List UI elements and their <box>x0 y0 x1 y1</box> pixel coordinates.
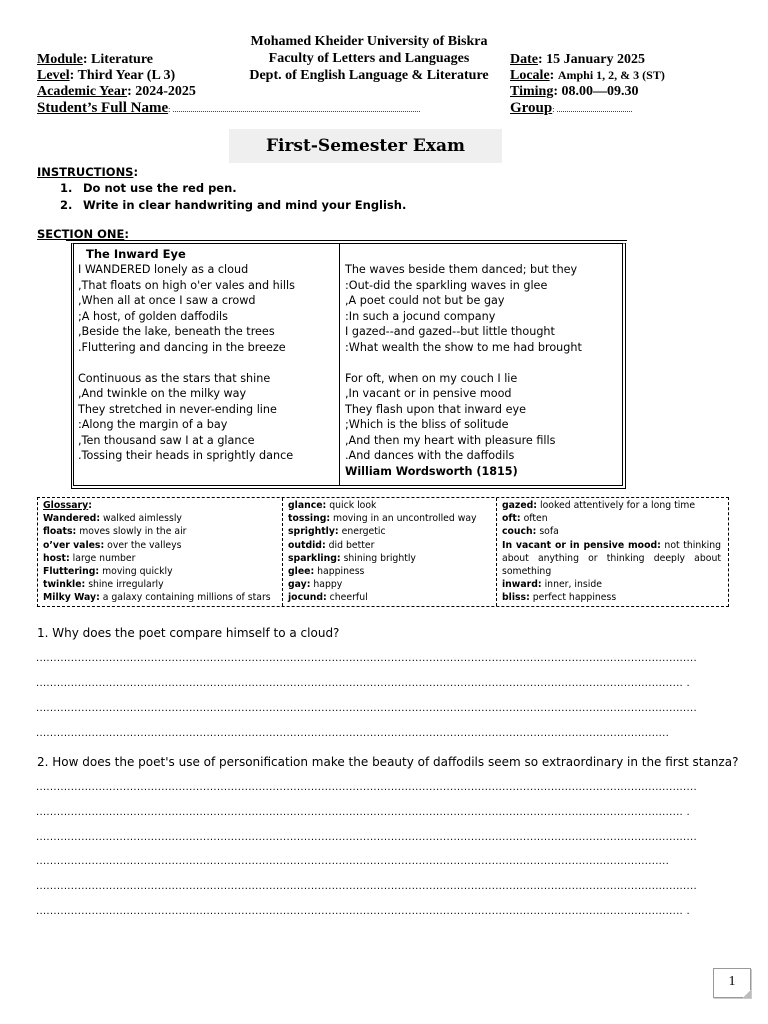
poem-stanza-gap <box>78 355 295 371</box>
page-number: 1 <box>728 974 736 989</box>
glossary-term: In vacant or in pensive mood: <box>502 539 661 551</box>
glossary-term: glance: <box>288 500 327 511</box>
glossary-term: Fluttering: <box>43 566 100 578</box>
poem-line: For oft, when on my couch I lie <box>345 371 518 385</box>
glossary-entry <box>43 552 277 565</box>
glossary-definition: often <box>520 513 548 525</box>
glossary-entry <box>288 499 491 512</box>
glossary-entry <box>43 525 277 538</box>
glossary-entry <box>43 578 277 591</box>
answer-line[interactable]: .......................................................................................................................................................................................... . <box>36 906 690 917</box>
timing-line <box>510 83 638 100</box>
poem-line: ,A poet could not but be gay <box>345 294 505 307</box>
glossary-term: outdid: <box>288 539 326 551</box>
instruction-number: 2. <box>60 198 73 212</box>
faculty-name: Faculty of Letters and Languages <box>268 51 470 66</box>
page-fold-corner <box>743 990 751 998</box>
glossary-term: o’ver vales: <box>43 539 105 551</box>
poem-line: I gazed--and gazed--but little thought <box>345 325 555 338</box>
answer-line[interactable]: .............................................................................................................................................................................................. <box>36 653 697 664</box>
poem-line: .Fluttering and dancing in the breeze <box>78 340 286 354</box>
student-name-line <box>37 100 420 118</box>
glossary-definition: shining brightly <box>340 552 416 564</box>
academic-year-label: Academic Year <box>37 84 128 99</box>
glossary-entry <box>502 512 721 525</box>
glossary-entry <box>502 499 721 512</box>
instructions-label: INSTRUCTIONS <box>37 165 134 179</box>
glossary-definition: happiness <box>314 566 365 578</box>
answer-line[interactable]: .......................................................................................................................................................................................... . <box>36 678 690 689</box>
glossary-term: glee: <box>288 566 315 578</box>
question-2: 2. How does the poet's use of personification make the beauty of daffodils seem so extraordinary in the first stanza? <box>37 755 739 769</box>
glossary-term: oft: <box>502 513 521 525</box>
glossary-term: couch: <box>502 526 537 538</box>
glossary-definition: sofa <box>536 526 559 538</box>
poem-line: ,And twinkle on the milky way <box>78 387 247 400</box>
glossary-entry <box>288 512 491 525</box>
poem-line: .And dances with the daffodils <box>345 449 515 462</box>
level-label: Level <box>37 68 70 83</box>
glossary-entry <box>288 552 491 565</box>
poem-line: ,That floats on high o'er vales and hills <box>78 278 295 292</box>
poem-line: ,Beside the lake, beneath the trees <box>78 325 275 338</box>
glossary-definition: did better <box>325 539 375 551</box>
institution-block <box>228 33 510 84</box>
answer-line[interactable]: .............................................................................................................................................................................................. <box>36 832 697 843</box>
glossary-definition: moving quickly <box>99 566 173 578</box>
glossary-term: Milky Way: <box>43 592 100 604</box>
poem-line: :Out-did the sparkling waves in glee <box>345 278 548 292</box>
timing-value: : 08.00—09.30 <box>553 84 639 99</box>
glossary-table <box>37 497 729 607</box>
module-line <box>37 51 153 68</box>
glossary-definition: quick look <box>326 500 377 511</box>
glossary-term: gazed: <box>502 500 538 511</box>
poem-line: ,Ten thousand saw I at a glance <box>78 433 255 447</box>
module-label: Module <box>37 52 83 67</box>
poem-line: :What wealth the show to me had brought <box>345 340 582 354</box>
glossary-definition: shine irregularly <box>85 579 164 591</box>
glossary-entry <box>43 591 277 604</box>
poem-column-divider <box>339 243 340 486</box>
glossary-definition: cheerful <box>326 592 368 604</box>
glossary-definition: inner, inside <box>541 579 602 591</box>
poem-line: .Tossing their heads in sprightly dance <box>78 449 294 462</box>
poem-right-column <box>345 262 582 479</box>
student-name-field[interactable]: : ............................................................................................................................ <box>168 105 421 114</box>
group-label: Group <box>510 100 553 116</box>
poem-author: William Wordsworth (1815) <box>345 464 518 478</box>
exam-title-banner <box>229 129 502 163</box>
glossary-term: sprightly: <box>288 526 339 538</box>
poem-top-rule <box>66 240 627 241</box>
answer-line[interactable]: .............................................................................................................................................................................................. <box>36 881 697 892</box>
poem-line: ;Which is the bliss of solitude <box>345 418 509 431</box>
locale-colon: : <box>549 68 558 83</box>
poem-line: The waves beside them danced; but they <box>345 263 578 276</box>
glossary-definition: not thinking about anything or thinking deeply about something <box>502 539 721 578</box>
poem-line: ,When all at once I saw a crowd <box>78 294 256 307</box>
timing-label: Timing <box>510 84 554 99</box>
instructions-heading <box>37 165 138 179</box>
instructions-colon: : <box>133 165 139 179</box>
glossary-term: sparkling: <box>288 552 341 564</box>
answer-line[interactable]: .............................................................................................................................................................................................. <box>36 703 697 714</box>
glossary-term: twinkle: <box>43 579 86 591</box>
glossary-column-1: Glossary: Wandered: walked aimlessly floats: moves slowly in the air o’ver vales: over the valleys host: large number Fluttering: moving quickly twinkle: shine irregularly Milky Way: a galaxy containing millions of stars <box>38 498 282 606</box>
group-line <box>510 100 632 118</box>
locale-line <box>510 67 665 84</box>
locale-label: Locale <box>510 68 550 83</box>
poem-line: :Along the margin of a bay <box>78 418 228 431</box>
glossary-definition: large number <box>69 552 136 564</box>
glossary-term: gay: <box>288 579 311 591</box>
poem-line: They stretched in never-ending line <box>78 402 277 416</box>
answer-line[interactable]: .......................................................................................................................................................................................... . <box>36 807 690 818</box>
glossary-term: Wandered: <box>43 513 101 525</box>
glossary-column-2 <box>282 498 496 606</box>
locale-value: Amphi 1, 2, & 3 (ST) <box>557 68 665 82</box>
glossary-heading: Glossary <box>43 500 89 511</box>
glossary-entry <box>288 578 491 591</box>
glossary-definition: moves slowly in the air <box>76 526 187 538</box>
group-field[interactable]: : ...................................... <box>552 105 633 114</box>
module-value: : Literature <box>82 52 153 67</box>
glossary-definition: looked attentively for a long time <box>537 500 696 511</box>
level-value: : Third Year (L 3) <box>69 68 176 83</box>
page-number-box <box>713 968 751 998</box>
glossary-term: inward: <box>502 579 542 591</box>
instructions-list <box>60 180 406 214</box>
glossary-entry <box>288 525 491 538</box>
section-heading <box>37 227 129 241</box>
glossary-entry <box>43 539 277 552</box>
glossary-term: floats: <box>43 526 77 538</box>
glossary-definition: walked aimlessly <box>100 513 182 525</box>
answer-line[interactable]: ...................................................................................................................................................................................... <box>36 856 670 867</box>
poem-stanza-gap <box>345 355 582 371</box>
date-label: Date <box>510 52 538 67</box>
glossary-entry <box>502 578 721 591</box>
instruction-item <box>60 180 406 197</box>
date-line <box>510 51 645 68</box>
glossary-definition: energetic <box>338 526 386 538</box>
answer-line[interactable]: .............................................................................................................................................................................................. <box>36 782 697 793</box>
academic-year-value: : 2024-2025 <box>127 84 196 99</box>
instruction-number: 1. <box>60 181 73 195</box>
instruction-item <box>60 197 406 214</box>
level-line <box>37 67 175 84</box>
glossary-definition: over the valleys <box>104 539 182 551</box>
glossary-entry <box>502 539 721 579</box>
poem-line: ,And then my heart with pleasure fills <box>345 433 556 447</box>
glossary-definition: a galaxy containing millions of stars <box>99 592 271 604</box>
glossary-definition: perfect happiness <box>529 592 617 604</box>
glossary-entry <box>502 591 721 604</box>
question-1: 1. Why does the poet compare himself to a cloud? <box>37 626 340 640</box>
poem-line: I WANDERED lonely as a cloud <box>78 263 249 276</box>
instruction-text: Write in clear handwriting and mind your English. <box>83 198 407 212</box>
section-colon: : <box>124 227 129 241</box>
glossary-entry <box>43 565 277 578</box>
glossary-entry <box>288 591 491 604</box>
poem-line: ,In vacant or in pensive mood <box>345 387 512 400</box>
poem-line: ;A host, of golden daffodils <box>78 309 228 323</box>
poem-left-column <box>78 262 295 464</box>
university-name: Mohamed Kheider University of Biskra <box>250 34 488 49</box>
section-label: SECTION ONE <box>37 227 125 241</box>
glossary-entry <box>43 512 277 525</box>
glossary-term: bliss: <box>502 592 530 604</box>
exam-title: First-Semester Exam <box>265 136 466 156</box>
glossary-entry <box>288 565 491 578</box>
instruction-text: Do not use the red pen. <box>83 181 237 195</box>
answer-line[interactable]: ...................................................................................................................................................................................... <box>36 728 670 739</box>
glossary-entry <box>502 525 721 538</box>
glossary-term: host: <box>43 552 70 564</box>
department-name: Dept. of English Language & Literature <box>249 68 489 83</box>
glossary-term: tossing: <box>288 513 331 525</box>
date-value: : 15 January 2025 <box>538 52 645 67</box>
glossary-definition: moving in an uncontrolled way <box>330 513 477 525</box>
academic-year-line <box>37 83 196 100</box>
glossary-column-3 <box>496 498 726 606</box>
poem-line: Continuous as the stars that shine <box>78 371 271 385</box>
poem-line: They flash upon that inward eye <box>345 402 526 416</box>
student-name-label: Student’s Full Name <box>37 100 169 116</box>
glossary-entry <box>288 539 491 552</box>
glossary-definition: happy <box>310 579 343 591</box>
poem-line: :In such a jocund company <box>345 309 496 323</box>
poem-title: The Inward Eye <box>86 247 186 261</box>
glossary-term: jocund: <box>288 592 327 604</box>
